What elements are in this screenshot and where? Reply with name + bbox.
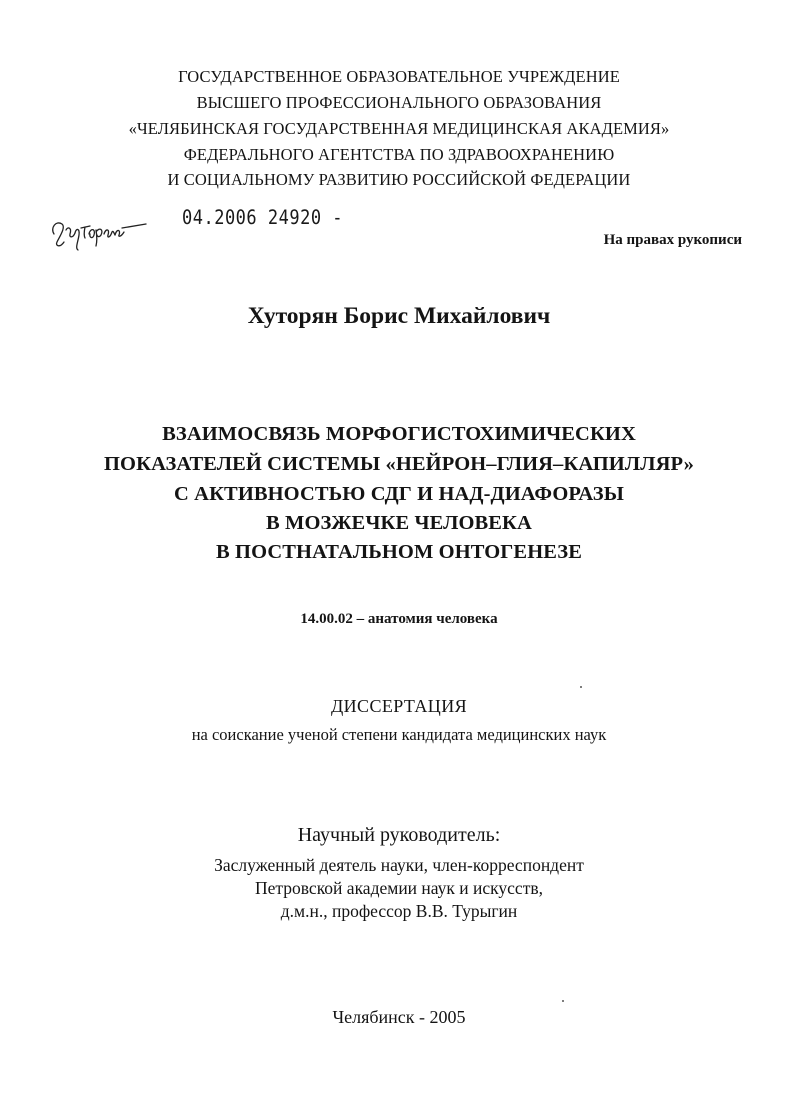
work-type: ДИССЕРТАЦИЯ (330, 696, 468, 716)
institution-line-4: ФЕДЕРАЛЬНОГО АГЕНТСТВА ПО ЗДРАВООХРАНЕНИЮ (183, 145, 615, 164)
title-line-3: С АКТИВНОСТЬЮ СДГ И НАД-ДИАФОРАЗЫ (174, 483, 624, 505)
rights-note: На правах рукописи (603, 232, 742, 248)
institution-line-1: ГОСУДАРСТВЕННОЕ ОБРАЗОВАТЕЛЬНОЕ УЧРЕЖДЕНИЕ (178, 67, 620, 86)
title-line-5: В ПОСТНАТАЛЬНОМ ОНТОГЕНЕЗЕ (216, 541, 582, 563)
degree-line: на соискание ученой степени кандидата медицинских наук (191, 725, 607, 744)
supervisor-line-2: Петровской академии наук и искусств, (255, 878, 543, 898)
institution-line-2: ВЫСШЕГО ПРОФЕССИОНАЛЬНОГО ОБРАЗОВАНИЯ (196, 93, 602, 112)
title-line-4: В МОЗЖЕЧКЕ ЧЕЛОВЕКА (266, 512, 532, 534)
title-line-1: ВЗАИМОСВЯЗЬ МОРФОГИСТОХИМИЧЕСКИХ (162, 423, 636, 445)
scan-speck (562, 1000, 564, 1002)
supervisor-line-1: Заслуженный деятель науки, член-корреспондент (214, 855, 584, 875)
title-line-2: ПОКАЗАТЕЛЕЙ СИСТЕМЫ «НЕЙРОН–ГЛИЯ–КАПИЛЛЯР» (104, 453, 694, 475)
supervisor-heading: Научный руководитель: (297, 824, 501, 846)
registration-stamp: 04.2006 24920 - (182, 206, 344, 230)
handwritten-signature (48, 208, 148, 252)
institution-line-3: «ЧЕЛЯБИНСКАЯ ГОСУДАРСТВЕННАЯ МЕДИЦИНСКАЯ АКАДЕМИЯ» (128, 119, 670, 138)
institution-line-5: И СОЦИАЛЬНОМУ РАЗВИТИЮ РОССИЙСКОЙ ФЕДЕРАЦИИ (167, 170, 631, 189)
supervisor-line-3: д.м.н., профессор В.В. Турыгин (280, 901, 518, 921)
specialty-code: 14.00.02 – анатомия человека (300, 611, 498, 627)
city-year: Челябинск - 2005 (332, 1007, 466, 1027)
scan-speck (580, 686, 582, 688)
author-name: Хуторян Борис Михайлович (247, 303, 551, 329)
